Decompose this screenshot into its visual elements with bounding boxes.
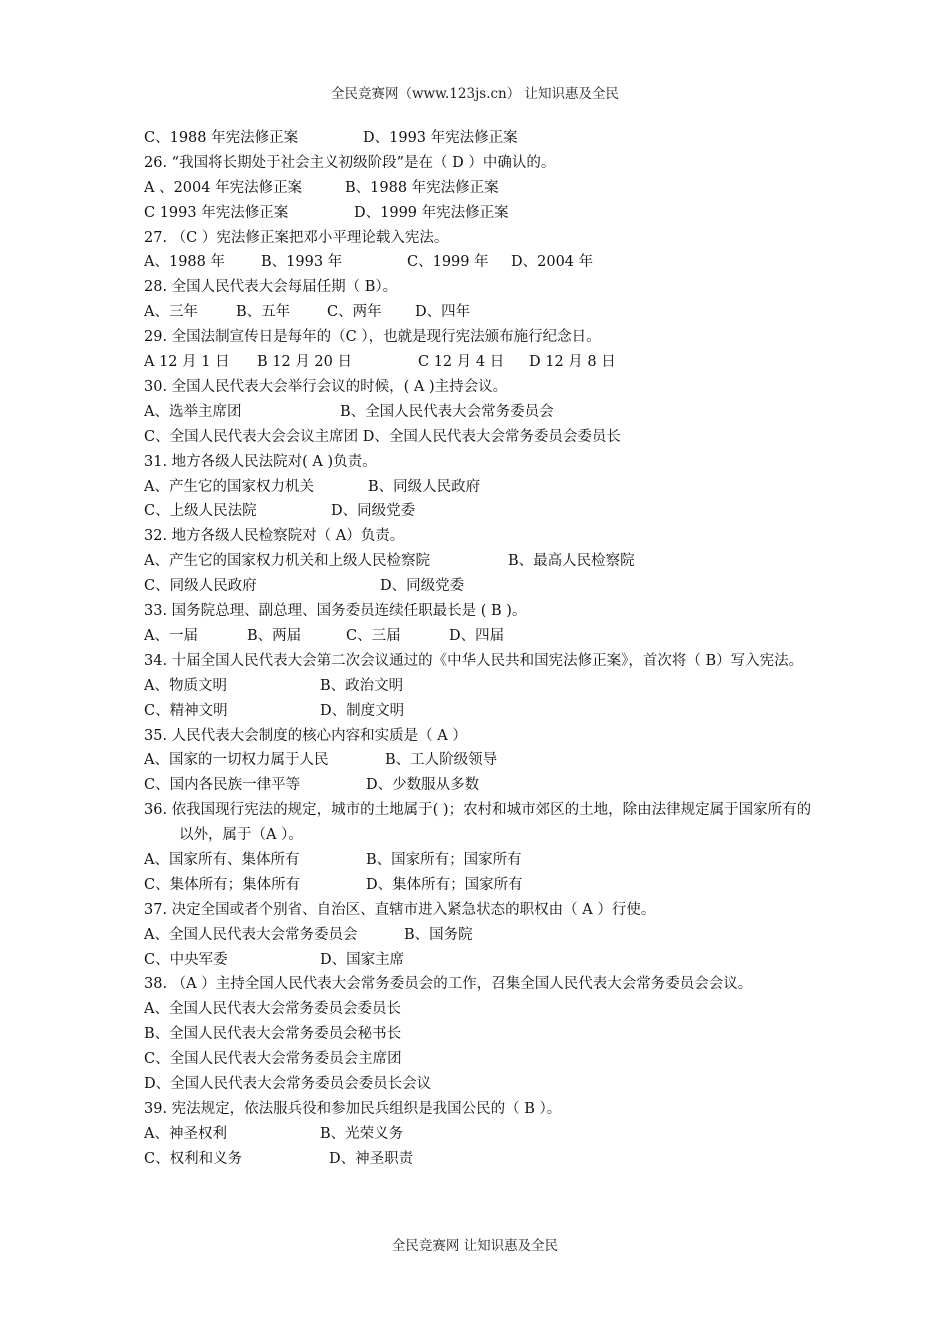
question-text: 36. 依我国现行宪法的规定，城市的土地属于( )；农村和城市郊区的土地，除由法律规定属于国家所有的以外，属于（A ）。	[144, 802, 812, 844]
option-text: D、少数服从多数	[366, 777, 480, 794]
option-text: D、集体所有；国家所有	[366, 876, 523, 893]
option-text: C、全国人民代表大会常务委员会主席团	[144, 1051, 402, 1068]
option-text: A 、2004 年宪法修正案	[144, 179, 303, 196]
question-line	[144, 226, 812, 251]
option-text: B、两届	[247, 627, 302, 644]
options-line	[144, 1047, 812, 1072]
options-line	[144, 848, 812, 873]
option-text: B、全国人民代表大会常务委员会	[340, 403, 554, 420]
question-text: 34. 十届全国人民代表大会第二次会议通过的《中华人民共和国宪法修正案》，首次将（ B）写入宪法。	[144, 652, 804, 669]
options-line	[144, 1147, 812, 1172]
page-footer: 全民竞赛网 让知识惠及全民	[391, 1238, 559, 1254]
option-text: C、两年	[327, 304, 382, 321]
question-text: 33. 国务院总理、副总理、国务委员连续任职最长是 ( B )。	[144, 603, 527, 620]
option-text: A、产生它的国家权力机关	[144, 478, 314, 495]
option-text: D 12 月 8 日	[529, 354, 616, 371]
option-text: C、权利和义务	[144, 1150, 243, 1167]
option-text: A、物质文明	[144, 677, 227, 694]
options-line	[144, 1072, 812, 1097]
options-line	[144, 873, 812, 898]
question-line	[144, 450, 812, 475]
option-text: B 12 月 20 日	[257, 354, 352, 371]
options-line	[144, 425, 812, 450]
options-line	[144, 699, 812, 724]
options-line	[144, 948, 812, 973]
option-text: B、政治文明	[320, 677, 404, 694]
option-text: B、工人阶级领导	[385, 752, 498, 769]
question-text: 28. 全国人民代表大会每届任期（ B）。	[144, 279, 398, 296]
options-line	[144, 250, 812, 275]
option-text: C、上级人民法院	[144, 503, 257, 520]
option-text: D、2004 年	[511, 254, 594, 271]
option-text: B、国家所有；国家所有	[366, 852, 522, 869]
question-line	[144, 275, 812, 300]
option-text: B、同级人民政府	[368, 478, 481, 495]
option-text: C、全国人民代表大会会议主席团 D、全国人民代表大会常务委员会委员长	[144, 428, 621, 445]
question-line	[144, 898, 812, 923]
question-line	[144, 375, 812, 400]
options-line	[144, 574, 812, 599]
question-text: 30. 全国人民代表大会举行会议的时候，( A )主持会议。	[144, 378, 508, 395]
options-line	[144, 748, 812, 773]
option-text: D、神圣职责	[329, 1150, 414, 1167]
question-line	[144, 972, 812, 997]
option-text: A、国家的一切权力属于人民	[144, 752, 329, 769]
options-line	[144, 300, 812, 325]
option-text: A、三年	[144, 304, 198, 321]
option-text: D、1993 年宪法修正案	[363, 130, 518, 146]
option-text: C、精神文明	[144, 702, 228, 719]
option-text: B、1993 年	[261, 254, 343, 271]
option-text: B、1988 年宪法修正案	[345, 179, 499, 196]
option-text: D、全国人民代表大会常务委员会委员长会议	[144, 1076, 432, 1093]
question-line	[144, 599, 812, 624]
question-line	[144, 524, 812, 549]
options-line	[144, 773, 812, 798]
question-text: 37. 决定全国或者个别省、自治区、直辖市进入紧急状态的职权由（ A ）行使。	[144, 901, 656, 918]
options-line	[144, 624, 812, 649]
option-text: C、1988 年宪法修正案	[144, 130, 299, 146]
option-text: C、同级人民政府	[144, 578, 257, 595]
options-line	[144, 350, 812, 375]
option-text: B、五年	[236, 304, 291, 321]
option-text: D、1999 年宪法修正案	[354, 204, 509, 221]
option-text: C 12 月 4 日	[418, 354, 505, 371]
option-text: B、最高人民检察院	[508, 553, 635, 570]
option-text: C、中央军委	[144, 951, 228, 968]
question-text: 31. 地方各级人民法院对( A )负责。	[144, 453, 377, 470]
question-line	[144, 1097, 812, 1122]
option-text: A、一届	[144, 627, 198, 644]
question-text: 32. 地方各级人民检察院对（ A）负责。	[144, 528, 405, 545]
option-text: A、1988 年	[144, 254, 225, 271]
option-text: B、光荣义务	[320, 1125, 404, 1142]
options-line	[144, 126, 812, 151]
option-text: B、国务院	[404, 926, 473, 943]
option-text: C、三届	[346, 627, 401, 644]
options-line	[144, 674, 812, 699]
question-text: 35. 人民代表大会制度的核心内容和实质是（ A ）	[144, 727, 467, 744]
option-text: A、全国人民代表大会常务委员会	[144, 926, 358, 943]
options-line	[144, 201, 812, 226]
option-text: C 1993 年宪法修正案	[144, 204, 289, 221]
options-line	[144, 499, 812, 524]
option-text: A、选举主席团	[144, 403, 242, 420]
question-text: 27. （C ）宪法修正案把邓小平理论载入宪法。	[144, 229, 449, 246]
question-line	[144, 151, 812, 176]
question-line	[144, 724, 812, 749]
question-line	[144, 649, 812, 674]
option-text: D、国家主席	[320, 951, 405, 968]
option-text: A、产生它的国家权力机关和上级人民检察院	[144, 553, 430, 570]
option-text: C、1999 年	[407, 254, 489, 271]
options-line	[144, 400, 812, 425]
question-text: 38. （A ）主持全国人民代表大会常务委员会的工作，召集全国人民代表大会常务委员会会议。	[144, 976, 753, 993]
question-line	[144, 325, 812, 350]
option-text: C、集体所有；集体所有	[144, 876, 301, 893]
option-text: D、四届	[449, 627, 505, 644]
question-text: 29. 全国法制宣传日是每年的（C ），也就是现行宪法颁布施行纪念日。	[144, 329, 601, 346]
option-text: C、国内各民族一律平等	[144, 777, 301, 794]
option-text: A、神圣权利	[144, 1125, 227, 1142]
question-text: 39. 宪法规定，依法服兵役和参加民兵组织是我国公民的（ B ）。	[144, 1100, 562, 1117]
option-text: D、同级党委	[331, 503, 416, 520]
question-line	[144, 798, 812, 848]
option-text: D、四年	[415, 304, 471, 321]
option-text: A、国家所有、集体所有	[144, 852, 300, 869]
option-text: A、全国人民代表大会常务委员会委员长	[144, 1001, 401, 1018]
options-line	[144, 176, 812, 201]
page-header: 全民竞赛网（www.123js.cn） 让知识惠及全民	[330, 86, 620, 102]
option-text: B、全国人民代表大会常务委员会秘书长	[144, 1026, 402, 1043]
option-text: D、制度文明	[320, 702, 405, 719]
option-text: D、同级党委	[380, 578, 465, 595]
options-line	[144, 1122, 812, 1147]
question-text: 26. “我国将长期处于社会主义初级阶段”是在（ D ）中确认的。	[144, 154, 556, 171]
options-line	[144, 923, 812, 948]
options-line	[144, 1022, 812, 1047]
options-line	[144, 475, 812, 500]
options-line	[144, 997, 812, 1022]
options-line	[144, 549, 812, 574]
option-text: A 12 月 1 日	[144, 354, 230, 371]
document-body	[144, 126, 812, 1172]
